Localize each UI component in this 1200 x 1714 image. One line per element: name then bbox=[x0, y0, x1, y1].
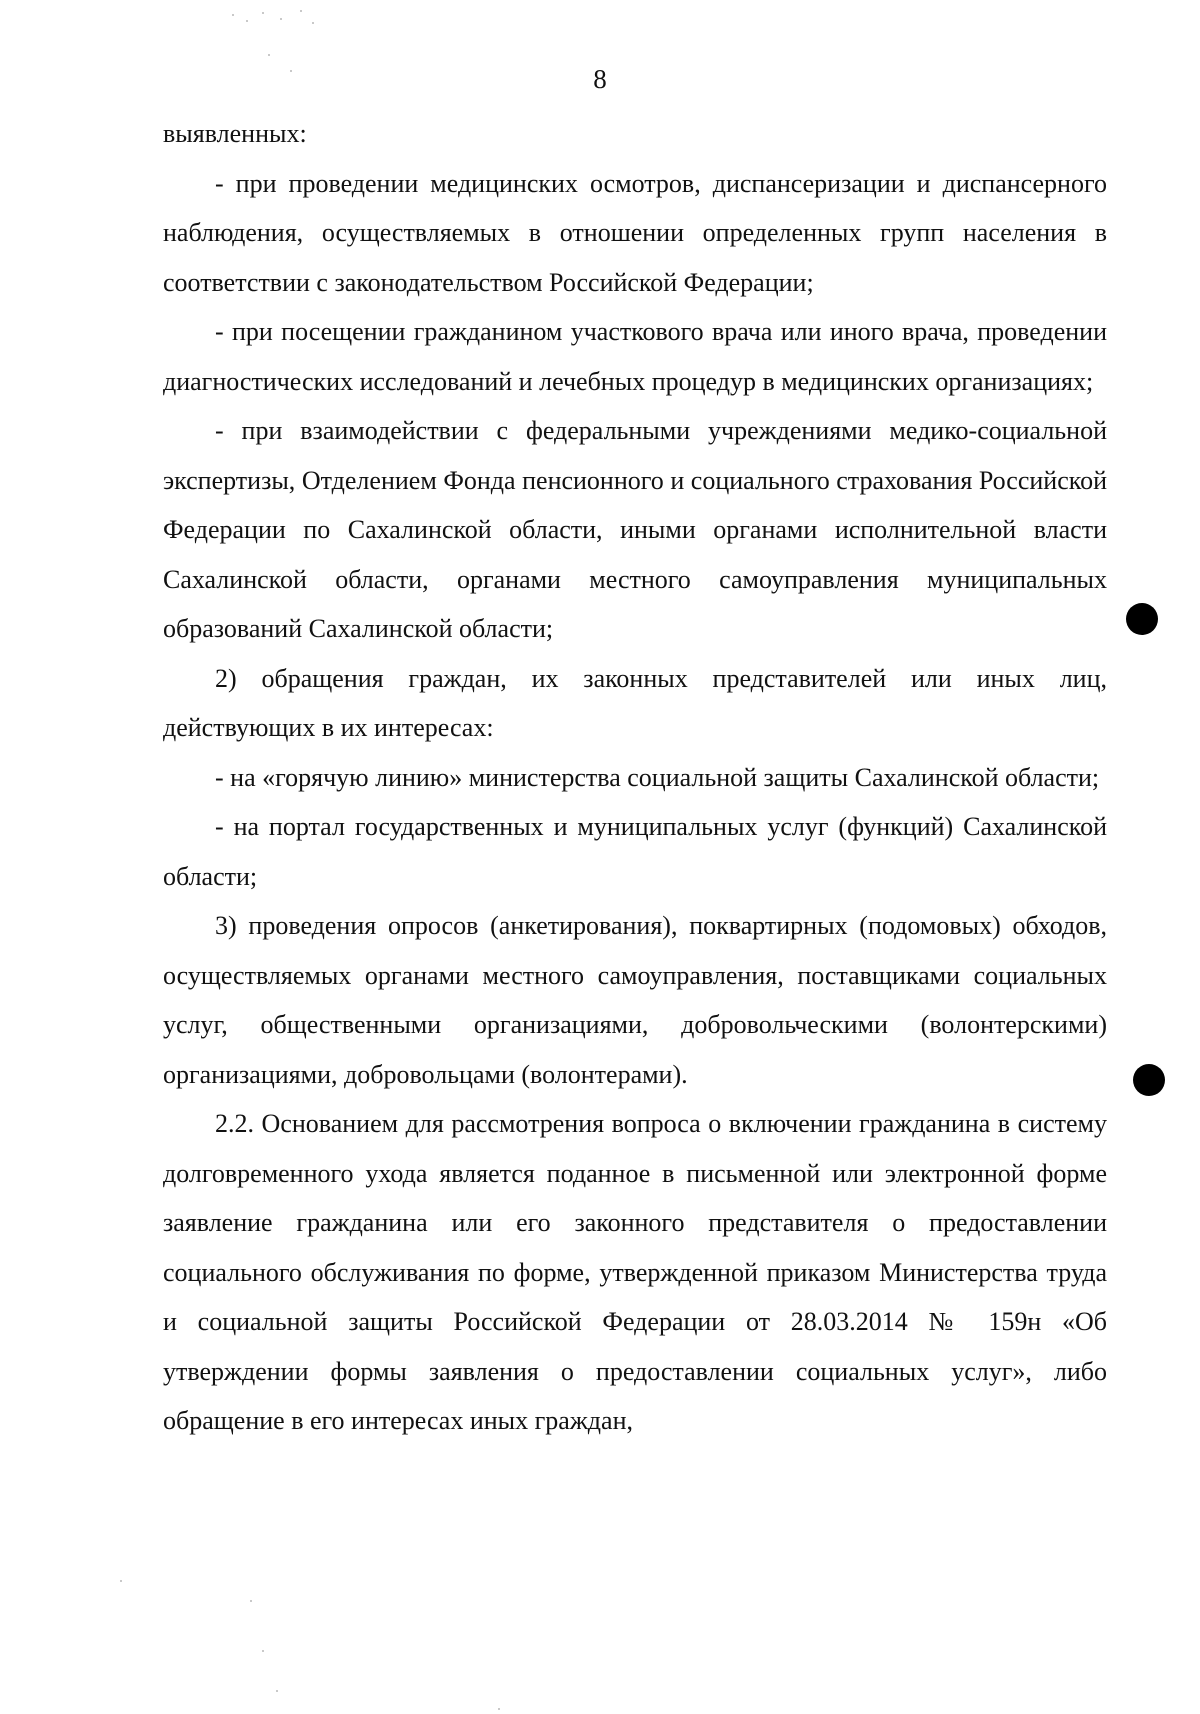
paragraph-section-2-2: 2.2. Основанием для рассмотрения вопроса о включении гражданина в систему долговременного ухода является поданное в письменной или электронной форме заявление гражданина или его законного представителя о предоставлении социального обслуживания по форме, утвержденной приказом Министерства труда и социальной защиты Российской Федерации от 28.03.2014 № 159н «Об утверждении формы заявления о предоставлении социальных услуг», либо обращение в его интересах иных граждан, bbox=[163, 1109, 1107, 1435]
scan-speck bbox=[300, 10, 302, 12]
page-number: 8 bbox=[593, 64, 607, 94]
scan-speck bbox=[290, 70, 292, 72]
scan-speck bbox=[250, 1600, 252, 1602]
scan-speck bbox=[246, 20, 248, 22]
paragraph-medical-exams: - при проведении медицинских осмотров, диспансеризации и диспансерного наблюдения, осуществляемых в отношении определенных групп населения в соответствии с законодательством Российской Федерации; bbox=[163, 168, 1107, 297]
paragraph-surveys: 3) проведения опросов (анкетирования), поквартирных (подомовых) обходов, осуществляемых органами местного самоуправления, поставщиками социальных услуг, общественными организациями, добровольческими (волонтерскими) организациями, добровольцами (волонтерами). bbox=[163, 911, 1107, 1089]
scan-speck bbox=[280, 18, 282, 20]
scan-speck bbox=[262, 1650, 264, 1652]
paragraph-doctor-visit: - при посещении гражданином участкового врача или иного врача, проведении диагностических исследований и лечебных процедур в медицинских организациях; bbox=[163, 317, 1107, 396]
scan-speck bbox=[312, 22, 314, 24]
scan-speck bbox=[120, 1580, 122, 1582]
paragraph-hotline: - на «горячую линию» министерства социальной защиты Сахалинской области; bbox=[215, 762, 1100, 792]
scan-speck bbox=[268, 54, 270, 56]
document-body bbox=[163, 109, 1107, 1446]
scan-speck bbox=[232, 14, 234, 16]
paragraph-continuation: выявленных: bbox=[163, 119, 307, 148]
paragraph-interaction-agencies: - при взаимодействии с федеральными учреждениями медико-социальной экспертизы, Отделением Фонда пенсионного и социального страхования Российской Федерации по Сахалинской области, иными органами исполнительной власти Сахалинской области, органами местного самоуправления муниципальных образований Сахалинской области; bbox=[163, 416, 1107, 643]
scan-speck bbox=[262, 12, 264, 14]
punch-hole-mark bbox=[1126, 603, 1158, 635]
scan-speck bbox=[276, 1690, 278, 1692]
paragraph-citizen-appeals: 2) обращения граждан, их законных представителей или иных лиц, действующих в их интересах: bbox=[163, 663, 1107, 742]
punch-hole-mark bbox=[1133, 1064, 1165, 1096]
scan-speck bbox=[498, 1708, 500, 1710]
paragraph-portal: - на портал государственных и муниципальных услуг (функций) Сахалинской области; bbox=[163, 812, 1107, 891]
